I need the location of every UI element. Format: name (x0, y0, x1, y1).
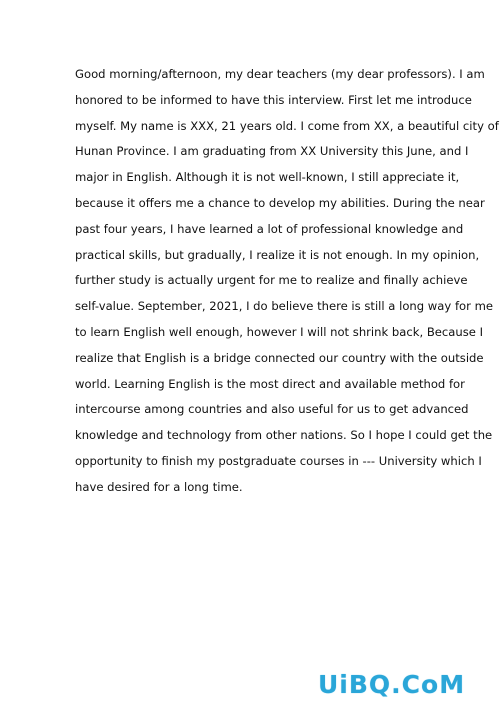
text-line: intercourse among countries and also useful for us to get advanced (75, 402, 469, 417)
text-line: Hunan Province. I am graduating from XX University this June, and I (75, 144, 469, 159)
text-line: knowledge and technology from other nations. So I hope I could get the (75, 428, 493, 443)
text-line: honored to be informed to have this interview. First let me introduce (75, 92, 472, 107)
paragraph (75, 63, 499, 502)
text-line: further study is actually urgent for me to realize and finally achieve (75, 273, 468, 288)
text-line: have desired for a long time. (75, 479, 243, 494)
text-line: self-value. September, 2021, I do believe there is still a long way for me (75, 299, 493, 314)
text-line: because it offers me a chance to develop my abilities. During the near (75, 195, 485, 210)
text-line: practical skills, but gradually, I realize it is not enough. In my opinion, (75, 247, 480, 262)
watermark-logo: UiBQ.CoM (318, 669, 466, 699)
text-line: opportunity to finish my postgraduate courses in --- University which I (75, 453, 482, 468)
text-line: to learn English well enough, however I will not shrink back, Because I (75, 324, 484, 339)
text-line: major in English. Although it is not well-known, I still appreciate it, (75, 170, 460, 185)
text-line: Good morning/afternoon, my dear teachers (my dear professors). I am (75, 67, 485, 81)
text-line: realize that English is a bridge connected our country with the outside (75, 350, 484, 365)
text-line: myself. My name is XXX, 21 years old. I come from XX, a beautiful city of (75, 118, 499, 133)
text-line: world. Learning English is the most direct and available method for (75, 376, 465, 391)
text-line: past four years, I have learned a lot of professional knowledge and (75, 221, 464, 236)
